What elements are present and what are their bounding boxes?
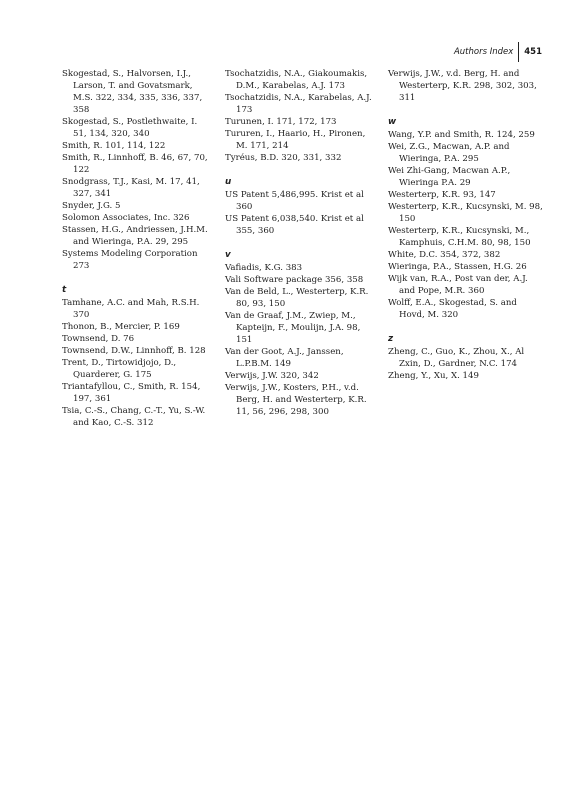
index-entry: Westerterp, K.R., Kucsynski, M., Kamphuis, C.H.M. 80, 98, 150: [388, 226, 531, 248]
index-entry: Tsochatzidis, N.A., Giakoumakis, D.M., Karabelas, A.J. 173: [225, 69, 368, 91]
index-entry: Stassen, H.G., Andriessen, J.H.M. and Wieringa, P.A. 29, 295: [62, 225, 208, 247]
index-entry: Snodgrass, T.J., Kasi, M. 17, 41, 327, 341: [62, 177, 200, 199]
index-column-2: [225, 68, 375, 418]
index-entry: Van de Graaf, J.M., Zwiep, M., Kapteijn, F., Moulijn, J.A. 98, 151: [225, 311, 361, 345]
index-entry: Verwijs, J.W., v.d. Berg, H. and Westerterp, K.R. 298, 302, 303, 311: [388, 69, 537, 103]
index-column-1: [62, 68, 212, 429]
index-entry: Systems Modeling Corporation 273: [62, 249, 198, 271]
running-title: Authors Index: [453, 47, 514, 57]
index-entry: Vali Software package 356, 358: [225, 275, 364, 285]
index-entry: Wieringa, P.A., Stassen, H.G. 26: [388, 262, 527, 272]
index-entry: US Patent 6,038,540. Krist et al 355, 360: [225, 214, 364, 236]
index-entry: Trent, D., Tirtowidjojo, D., Quarderer, G. 175: [62, 358, 177, 380]
index-entry: Skogestad, S., Postlethwaite, I. 51, 134, 320, 340: [62, 117, 198, 139]
index-entry: Solomon Associates, Inc. 326: [62, 213, 190, 223]
index-entry: Smith, R. 101, 114, 122: [62, 141, 166, 151]
index-entry: Westerterp, K.R. 93, 147: [388, 190, 496, 200]
index-entry: Zheng, Y., Xu, X. 149: [388, 371, 479, 381]
index-entry: Skogestad, S., Halvorsen, I.J., Larson, T. and Govatsmark, M.S. 322, 334, 335, 336, 337, 358: [62, 69, 203, 115]
section-letter: v: [225, 250, 231, 260]
index-entry: Verwijs, J.W. 320, 342: [225, 371, 319, 381]
index-entry: Tyréus, B.D. 320, 331, 332: [225, 153, 342, 163]
index-entry: Thonon, B., Mercier, P. 169: [62, 322, 180, 332]
index-entry: Tururen, I., Haario, H., Pironen, M. 171, 214: [225, 129, 366, 151]
page-number: 451: [524, 47, 542, 57]
index-entry: Turunen, I. 171, 172, 173: [225, 117, 337, 127]
index-entry: Triantafyllou, C., Smith, R. 154, 197, 361: [62, 382, 201, 404]
section-letter: u: [225, 177, 232, 187]
index-entry: Townsend, D. 76: [62, 334, 135, 344]
section-letter: z: [388, 334, 394, 344]
index-entry: Wei Zhi-Gang, Macwan A.P., Wieringa P.A. 29: [388, 166, 511, 188]
index-entry: Van der Goot, A.J., Janssen, L.P.B.M. 149: [225, 347, 344, 369]
index-entry: Snyder, J.G. 5: [62, 201, 121, 211]
index-entry: Tamhane, A.C. and Mah, R.S.H. 370: [62, 298, 200, 320]
index-entry: Wijk van, R.A., Post van der, A.J. and Pope, M.R. 360: [388, 274, 528, 296]
index-entry: White, D.C. 354, 372, 382: [388, 250, 501, 260]
index-entry: Vafiadis, K.G. 383: [225, 263, 303, 273]
index-entry: Van de Beld, L., Westerterp, K.R. 80, 93, 150: [225, 287, 369, 309]
header-divider: [518, 42, 519, 62]
index-entry: Townsend, D.W., Linnhoff, B. 128: [62, 346, 206, 356]
index-column-3: [388, 68, 544, 382]
index-entry: Tsia, C.-S., Chang, C.-T., Yu, S.-W. and Kao, C.-S. 312: [62, 406, 206, 428]
index-entry: Wolff, E.A., Skogestad, S. and Hovd, M. 320: [388, 298, 517, 320]
index-entry: Tsochatzidis, N.A., Karabelas, A.J. 173: [225, 93, 372, 115]
index-entry: Westerterp, K.R., Kucsynski, M. 98, 150: [388, 202, 543, 224]
index-entry: Wang, Y.P. and Smith, R. 124, 259: [388, 130, 535, 140]
section-letter: w: [388, 117, 397, 127]
section-letter: t: [62, 285, 67, 295]
running-head: [454, 42, 542, 62]
index-entry: US Patent 5,486,995. Krist et al 360: [225, 190, 364, 212]
index-entry: Wei, Z.G., Macwan, A.P. and Wieringa, P.A. 295: [388, 142, 510, 164]
index-entry: Verwijs, J.W., Kosters, P.H., v.d. Berg, H. and Westerterp, K.R. 11, 56, 296, 298, 300: [225, 383, 367, 417]
index-entry: Zheng, C., Guo, K., Zhou, X., Al Zxin, D., Gardner, N.C. 174: [388, 347, 525, 369]
index-entry: Smith, R., Linnhoff, B. 46, 67, 70, 122: [62, 153, 208, 175]
